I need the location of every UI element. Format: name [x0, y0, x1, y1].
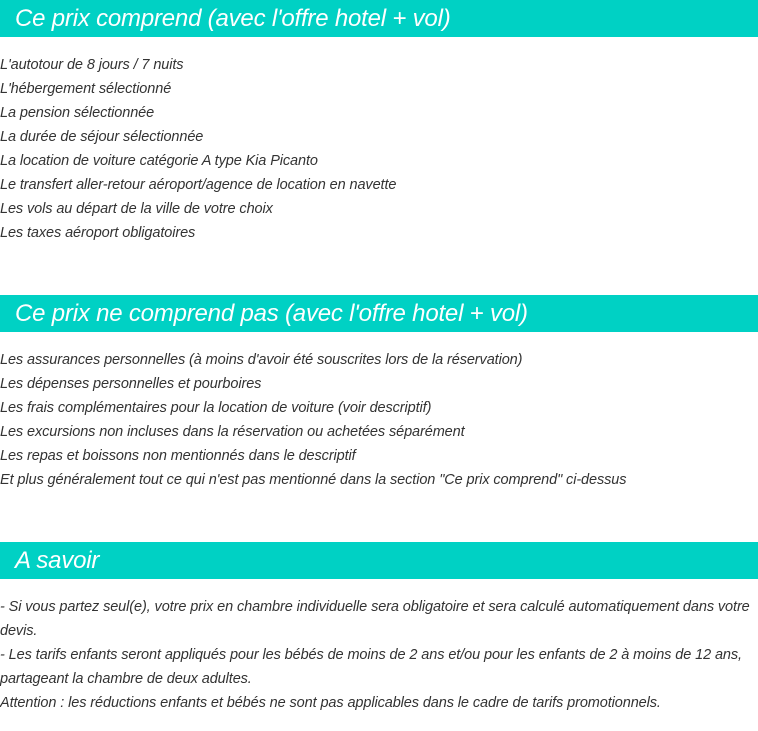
- list-item: L'autotour de 8 jours / 7 nuits: [0, 57, 184, 73]
- list-item: Les frais complémentaires pour la location de voiture (voir descriptif): [0, 400, 432, 416]
- list-item: Les vols au départ de la ville de votre choix: [0, 201, 273, 217]
- note-paragraph: - Si vous partez seul(e), votre prix en chambre individuelle sera obligatoire et sera calculé automatiquement dans votre devis.: [0, 599, 750, 639]
- not-included-list: [0, 348, 758, 492]
- list-item: Les repas et boissons non mentionnés dans le descriptif: [0, 448, 356, 464]
- list-item: Et plus généralement tout ce qui n'est pas mentionné dans la section "Ce prix comprend" ci-dessus: [0, 472, 627, 488]
- section-title-a-savoir: A savoir: [0, 542, 758, 579]
- list-item: L'hébergement sélectionné: [0, 81, 172, 97]
- a-savoir-notes: [0, 595, 756, 715]
- list-item: Les assurances personnelles (à moins d'avoir été souscrites lors de la réservation): [0, 352, 523, 368]
- section-title-not-included: Ce prix ne comprend pas (avec l'offre hotel + vol): [0, 295, 758, 332]
- list-item: La durée de séjour sélectionnée: [0, 129, 204, 145]
- list-item: Les dépenses personnelles et pourboires: [0, 376, 262, 392]
- list-item: Les excursions non incluses dans la réservation ou achetées séparément: [0, 424, 465, 440]
- list-item: Les taxes aéroport obligatoires: [0, 225, 196, 241]
- list-item: La location de voiture catégorie A type Kia Picanto: [0, 153, 318, 169]
- included-list: [0, 53, 758, 245]
- list-item: La pension sélectionnée: [0, 105, 155, 121]
- note-paragraph: - Les tarifs enfants seront appliqués pour les bébés de moins de 2 ans et/ou pour les enfants de 2 à moins de 12 ans, partageant la chambre de deux adultes.: [0, 647, 742, 687]
- note-paragraph: Attention : les réductions enfants et bébés ne sont pas applicables dans le cadre de tarifs promotionnels.: [0, 695, 661, 711]
- list-item: Le transfert aller-retour aéroport/agence de location en navette: [0, 177, 397, 193]
- section-title-included: Ce prix comprend (avec l'offre hotel + vol): [0, 0, 758, 37]
